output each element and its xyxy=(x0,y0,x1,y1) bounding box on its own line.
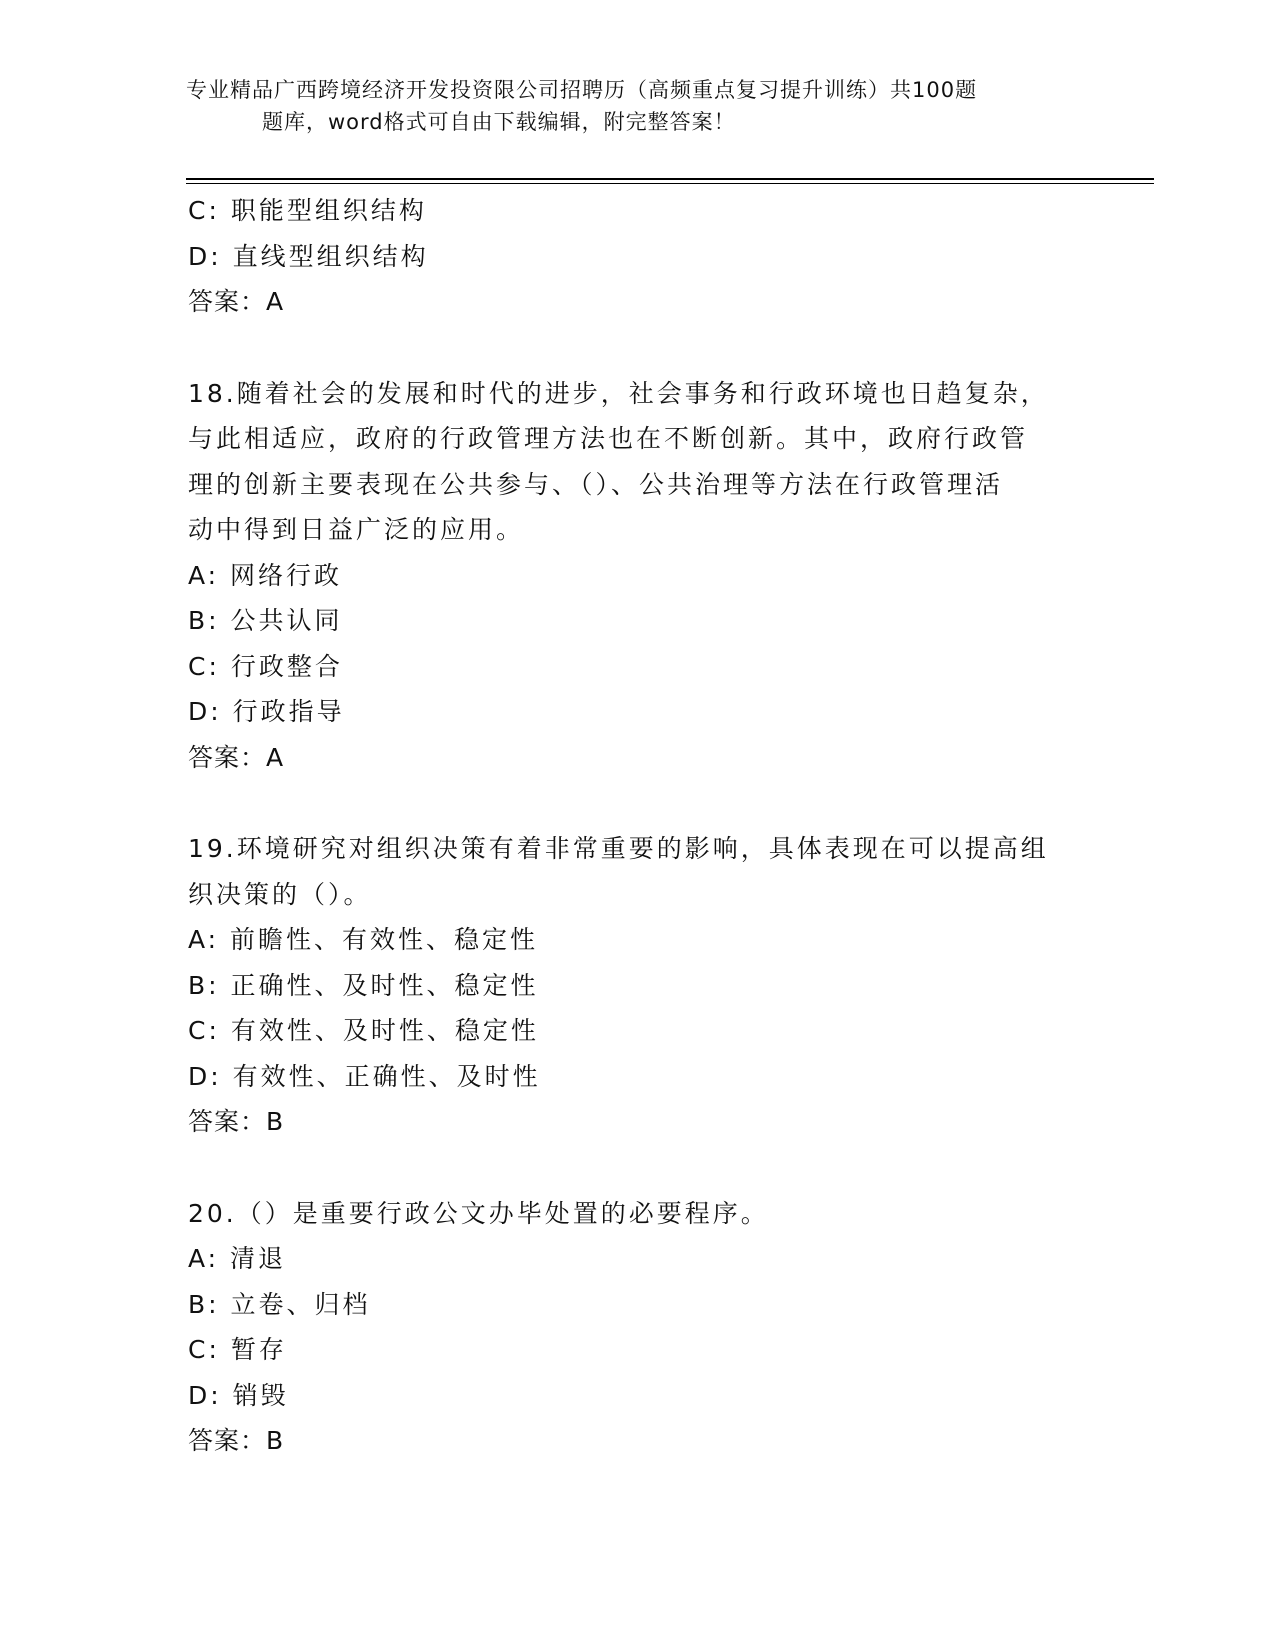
question-20 xyxy=(188,1191,1088,1464)
question-text-line: 织决策的（）。 xyxy=(188,879,372,909)
option-d: D: 行政指导 xyxy=(188,697,345,726)
question-text-line: 18.随着社会的发展和时代的进步，社会事务和行政环境也日趋复杂， xyxy=(188,378,1049,408)
question-17-tail xyxy=(188,188,1088,325)
option-a: A: 清退 xyxy=(188,1244,287,1273)
answer-line: 答案：B xyxy=(188,1426,285,1455)
answer-line: 答案：A xyxy=(188,287,285,316)
option-a: A: 网络行政 xyxy=(188,560,343,590)
header-divider-thick xyxy=(186,178,1154,180)
option-b: B: 公共认同 xyxy=(188,606,343,635)
question-18 xyxy=(188,371,1088,781)
document-body xyxy=(188,188,1088,1464)
option-c: C: 行政整合 xyxy=(188,651,343,681)
option-b: B: 正确性、及时性、稳定性 xyxy=(188,970,539,1000)
spacer xyxy=(188,1145,1088,1191)
option-d: D: 销毁 xyxy=(188,1380,289,1410)
question-text-line: 与此相适应，政府的行政管理方法也在不断创新。其中，政府行政管 xyxy=(188,424,1029,453)
document-header xyxy=(186,74,1086,138)
option-c: C: 有效性、及时性、稳定性 xyxy=(188,1016,539,1045)
header-divider-thin xyxy=(186,183,1154,184)
question-text-line: 20.（）是重要行政公文办毕处置的必要程序。 xyxy=(188,1198,769,1228)
option-a: A: 前瞻性、有效性、稳定性 xyxy=(188,925,539,954)
header-title-line-1: 专业精品广西跨境经济开发投资限公司招聘历（高频重点复习提升训练）共100题 xyxy=(186,78,978,102)
option-c: C: 暂存 xyxy=(188,1335,287,1364)
answer-line: 答案：A xyxy=(188,742,285,772)
spacer xyxy=(188,780,1088,826)
question-text-line: 19.环境研究对组织决策有着非常重要的影响，具体表现在可以提高组 xyxy=(188,834,1049,863)
spacer xyxy=(188,325,1088,371)
header-title-line-2: 题库，word格式可自由下载编辑，附完整答案！ xyxy=(262,110,736,134)
question-text-line: 理的创新主要表现在公共参与、（）、公共治理等方法在行政管理活 xyxy=(188,469,1004,499)
question-text-line: 动中得到日益广泛的应用。 xyxy=(188,515,525,544)
option-d: D: 有效性、正确性、及时性 xyxy=(188,1061,541,1091)
option-c: C: 职能型组织结构 xyxy=(188,196,427,225)
answer-line: 答案：B xyxy=(188,1107,285,1136)
option-d: D: 直线型组织结构 xyxy=(188,241,429,271)
question-19 xyxy=(188,826,1088,1145)
option-b: B: 立卷、归档 xyxy=(188,1289,371,1319)
